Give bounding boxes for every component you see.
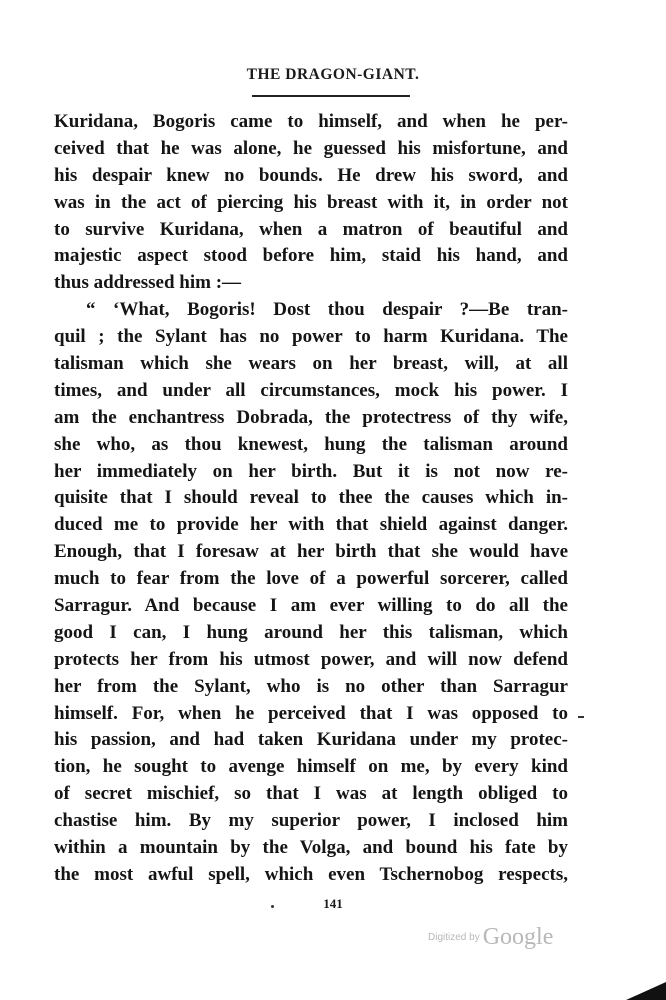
text-line: within a mountain by the Volga, and bound his fate by [54,837,568,859]
page-number: 141 [323,896,343,911]
text-line: Sarragur. And because I am ever willing to do all the [54,595,568,617]
text-line: Kuridana, Bogoris came to himself, and when he per- [54,111,568,132]
text-line: quil ; the Sylant has no power to harm Kuridana. The [54,326,568,348]
text-line: thus addressed him :— [54,272,242,294]
text-line: his passion, and had taken Kuridana under my protec- [54,729,568,751]
text-line: am the enchantress Dobrada, the protectress of thy wife, [54,406,568,428]
text-line: much to fear from the love of a powerful sorcerer, called [54,568,568,590]
text-line: majestic aspect stood before him, staid his hand, and [54,245,568,267]
text-line: himself. For, when he perceived that I was opposed to [54,702,568,724]
body-text [54,109,568,889]
text-line: Enough, that I foresaw at her birth that she would have [54,541,568,563]
text-line: of secret mischief, so that I was at length obliged to [54,783,568,805]
margin-mark [578,716,584,718]
text-line: she who, as thou knewest, hung the talisman around [54,433,568,455]
text-line: quisite that I should reveal to thee the causes which in- [54,487,568,509]
text-line: times, and under all circumstances, mock his power. I [54,379,568,401]
text-line: protects her from his utmost power, and will now defend [54,648,568,670]
text-line: “ ‘What, Bogoris! Dost thou despair ?—Be tran- [86,299,568,321]
text-line: her from the Sylant, who is no other than Sarragur [54,675,568,697]
running-title: THE DRAGON-GIANT. [246,66,420,83]
digitization-watermark [428,924,553,951]
text-line: was in the act of piercing his breast with it, in order not [54,191,568,213]
text-line: the most awful spell, which even Tschernobog respects, [54,863,568,885]
text-line: tion, he sought to avenge himself on me, by every kind [54,756,568,778]
title-underline [252,95,410,97]
text-line: her immediately on her birth. But it is not now re- [54,460,568,482]
text-line: talisman which she wears on her breast, will, at all [54,353,568,375]
text-line: his despair knew no bounds. He drew his sword, and [54,164,568,186]
text-line: good I can, I hung around her this talisman, which [54,621,568,643]
text-line: chastise him. By my superior power, I inclosed him [54,810,568,832]
text-line: ceived that he was alone, he guessed his misfortune, and [54,137,568,159]
watermark-logo: Google [482,924,554,950]
watermark-prefix: Digitized by [428,932,480,943]
page-corner-shadow [626,982,666,1000]
text-line: to survive Kuridana, when a matron of beautiful and [54,218,568,240]
text-line: duced me to provide her with that shield against danger. [54,514,568,536]
